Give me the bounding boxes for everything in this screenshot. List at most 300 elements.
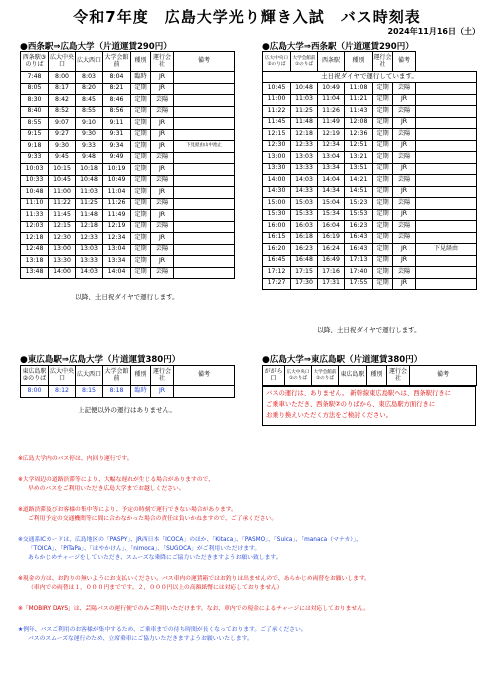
- table-cell: 定期: [131, 83, 151, 95]
- table-cell: [174, 198, 235, 210]
- table-cell: 定期: [131, 164, 151, 176]
- table-cell: 13:03: [76, 244, 103, 256]
- table-cell: 芸陽: [393, 232, 416, 244]
- table-cell: 11:48: [291, 117, 318, 129]
- table-cell: 芸陽: [151, 221, 174, 233]
- table-cell: [416, 278, 477, 290]
- table-cell: 15:30: [263, 209, 291, 221]
- table-cell: JR: [151, 164, 174, 176]
- no-service-notice: バスの運行は、ありません。 新幹線東広島駅へは、西条駅行きに ご乗車いただき、西条駅②のりばから、東広島駅方面行きに お乗り換えいただく方法をご検討ください。: [262, 386, 476, 426]
- table-cell: 11:10: [21, 198, 49, 210]
- table-row: [21, 210, 235, 222]
- table-cell: 芸陽: [393, 152, 416, 164]
- table-cell: 11:26: [103, 198, 131, 210]
- note-line: ご利用予定の交通機関等に間に合わなかった場合の責任は負いかねますので、ご了承ください。: [28, 516, 278, 522]
- table-cell: 8:42: [49, 95, 76, 107]
- column-header: 東広島駅: [339, 366, 367, 386]
- table-cell: 17:31: [318, 278, 345, 290]
- table-cell: 10:48: [291, 83, 318, 95]
- table-cell: 8:17: [49, 83, 76, 95]
- table-cell: [174, 256, 235, 268]
- table-cell: 12:48: [21, 244, 49, 256]
- table-cell: JR: [151, 72, 174, 84]
- table-cell: 8:18: [103, 386, 131, 398]
- table-cell: 14:04: [318, 175, 345, 187]
- table-cell: 13:30: [49, 256, 76, 268]
- table-row: [263, 244, 477, 256]
- table-cell: 9:18: [21, 141, 49, 153]
- table-cell: 定期: [131, 152, 151, 164]
- note-line: 「TOICA」、「PiTaPa」、「はやかけん」、「nimoca」、「SUGOCA」がご利用いただけます。: [28, 546, 261, 552]
- table-cell: 定期: [131, 210, 151, 222]
- table-cell: 10:03: [21, 164, 49, 176]
- table-cell: 定期: [373, 244, 393, 256]
- table-cell: 12:34: [103, 233, 131, 245]
- schedule-date: 2024年11月16日（土）: [387, 27, 480, 36]
- table-cell: [416, 117, 477, 129]
- table-cell: JR: [151, 141, 174, 153]
- weekend-schedule-note: 土日祝ダイヤで運行しています。: [263, 72, 477, 83]
- table-cell: 15:33: [291, 209, 318, 221]
- table-cell: 定期: [131, 95, 151, 107]
- table-row: [263, 221, 477, 233]
- table-cell: 定期: [131, 244, 151, 256]
- note-line: バスのスムーズな運行のため、立席乗車にご協力いただきますようお願いいたします。: [28, 636, 253, 642]
- table-cell: 7:48: [21, 72, 49, 84]
- table-cell: 14:04: [103, 267, 131, 279]
- table-cell: 定期: [373, 163, 393, 175]
- table-cell: JR: [393, 244, 416, 256]
- footer-saijo-to-univ: 以降、土日祝ダイヤで運行します。: [75, 293, 179, 301]
- table-cell: [174, 187, 235, 199]
- table-row: [21, 175, 235, 187]
- table-cell: 8:04: [103, 72, 131, 84]
- table-cell: 定期: [131, 118, 151, 130]
- table-cell: [174, 210, 235, 222]
- column-header: 広大西口: [76, 366, 103, 386]
- table-cell: 9:45: [49, 152, 76, 164]
- table-cell: [416, 255, 477, 267]
- column-header: 備考: [410, 366, 477, 386]
- table-cell: 13:03: [291, 152, 318, 164]
- timetable-univ-to-saijo: [262, 51, 477, 290]
- table-cell: [174, 106, 235, 118]
- table-cell: 16:23: [291, 244, 318, 256]
- table-cell: 12:36: [345, 129, 373, 141]
- table-cell: [174, 267, 235, 279]
- table-cell: 定期: [373, 152, 393, 164]
- table-cell: JR: [151, 210, 174, 222]
- table-row: [263, 198, 477, 210]
- column-header: 東広島駅②のりば: [21, 366, 49, 386]
- column-header: 運行会社: [151, 366, 174, 386]
- table-cell: JR: [393, 94, 416, 106]
- table-cell: 14:03: [76, 267, 103, 279]
- table-cell: [416, 140, 477, 152]
- table-row: [263, 106, 477, 118]
- column-header: 大学会館前①のりば: [312, 366, 339, 386]
- table-cell: 芸陽: [393, 175, 416, 187]
- table-cell: [174, 164, 235, 176]
- table-cell: 16:23: [345, 221, 373, 233]
- section-title-saijo-to-univ: ●西条駅⇒広島大学（片道運賃290円）: [20, 42, 172, 52]
- table-cell: 定期: [131, 221, 151, 233]
- table-cell: 定期: [131, 267, 151, 279]
- table-cell: [174, 83, 235, 95]
- table-row: [263, 255, 477, 267]
- note-item: [18, 455, 478, 464]
- table-cell: JR: [393, 278, 416, 290]
- table-row: [21, 256, 235, 268]
- table-cell: [416, 94, 477, 106]
- table-cell: JR: [151, 83, 174, 95]
- table-cell: 8:56: [103, 106, 131, 118]
- table-cell: [416, 106, 477, 118]
- table-cell: 14:00: [49, 267, 76, 279]
- table-cell: 9:15: [21, 129, 49, 141]
- table-cell: JR: [151, 118, 174, 130]
- table-cell: 11:08: [345, 83, 373, 95]
- table-cell: JR: [151, 386, 174, 398]
- table-cell: 11:00: [263, 94, 291, 106]
- table-cell: 8:52: [49, 106, 76, 118]
- table-cell: 9:30: [76, 129, 103, 141]
- note-line: ※大学周辺の道路渋滞等により、大幅な遅れが生じる場合がありますので、: [18, 477, 215, 483]
- table-cell: [416, 198, 477, 210]
- table-cell: 16:48: [291, 255, 318, 267]
- table-cell: 10:45: [49, 175, 76, 187]
- table-cell: 芸陽: [151, 244, 174, 256]
- table-cell: [174, 129, 235, 141]
- table-cell: 9:07: [49, 118, 76, 130]
- table-cell: [174, 221, 235, 233]
- table-row: [21, 95, 235, 107]
- table-cell: 16:03: [291, 221, 318, 233]
- table-cell: 14:00: [263, 175, 291, 187]
- table-cell: 12:19: [318, 129, 345, 141]
- table-cell: 芸陽: [393, 106, 416, 118]
- table-cell: JR: [151, 187, 174, 199]
- column-header: 広大中央口: [49, 52, 76, 72]
- table-row: [21, 141, 235, 153]
- table-cell: 13:00: [49, 244, 76, 256]
- table-cell: 13:30: [263, 163, 291, 175]
- table-cell: 11:45: [49, 210, 76, 222]
- table-cell: [416, 221, 477, 233]
- table-cell: 16:15: [263, 232, 291, 244]
- column-header: 広大中央口: [49, 366, 76, 386]
- table-cell: 12:30: [263, 140, 291, 152]
- table-cell: 9:30: [49, 141, 76, 153]
- note-line: ※現金の方は、お釣りの無いようにお支払いください。バス車内の運賃箱ではお釣りは出ませんので、あらかじめ両替をお願いします。: [18, 576, 371, 582]
- table-cell: 9:10: [76, 118, 103, 130]
- note-item: [18, 476, 478, 494]
- table-cell: [174, 244, 235, 256]
- table-cell: 16:43: [345, 244, 373, 256]
- table-cell: 8:05: [21, 83, 49, 95]
- note-line: 早めのバスをご利用いただき広島大学までお越しください。: [28, 486, 185, 492]
- table-cell: 8:30: [21, 95, 49, 107]
- table-cell: 14:34: [318, 186, 345, 198]
- table-cell: 13:34: [318, 163, 345, 175]
- table-cell: 17:12: [263, 267, 291, 279]
- table-row: [21, 187, 235, 199]
- table-cell: 12:08: [345, 117, 373, 129]
- table-cell: 8:46: [103, 95, 131, 107]
- column-header: 西条駅③のりば: [21, 52, 49, 72]
- table-cell: JR: [393, 186, 416, 198]
- table-cell: [174, 386, 235, 398]
- table-row: [21, 83, 235, 95]
- table-cell: 10:45: [263, 83, 291, 95]
- table-cell: 10:48: [21, 187, 49, 199]
- column-header: 備考: [174, 366, 235, 386]
- table-cell: 12:18: [76, 221, 103, 233]
- table-row: [263, 267, 477, 279]
- table-cell: 11:00: [49, 187, 76, 199]
- table-cell: [416, 152, 477, 164]
- table-cell: 10:49: [103, 175, 131, 187]
- table-cell: 8:55: [21, 118, 49, 130]
- table-cell: 定期: [131, 233, 151, 245]
- column-header: 西条駅: [318, 52, 345, 72]
- table-cell: 12:34: [318, 140, 345, 152]
- table-cell: 11:22: [49, 198, 76, 210]
- table-cell: 15:00: [263, 198, 291, 210]
- table-cell: 9:48: [76, 152, 103, 164]
- column-header: 広大中央口①のりば: [285, 366, 312, 386]
- table-cell: 14:30: [263, 186, 291, 198]
- table-cell: 13:00: [263, 152, 291, 164]
- column-header: 大学会館前: [103, 366, 131, 386]
- note-item: [18, 506, 478, 524]
- table-cell: 芸陽: [151, 267, 174, 279]
- table-cell: 15:03: [291, 198, 318, 210]
- table-row: [263, 186, 477, 198]
- table-cell: 定期: [373, 83, 393, 95]
- table-cell: 13:21: [345, 152, 373, 164]
- table-cell: 11:04: [103, 187, 131, 199]
- table-row: [21, 106, 235, 118]
- table-cell: 臨時: [131, 72, 151, 84]
- table-cell: JR: [393, 117, 416, 129]
- table-cell: 定期: [373, 198, 393, 210]
- table-row: [21, 164, 235, 176]
- section-title-univ-to-saijo: ●広島大学⇒西条駅（片道運賃290円）: [262, 42, 414, 52]
- column-header: 種別: [345, 52, 373, 72]
- table-cell: 8:55: [76, 106, 103, 118]
- table-row: [21, 221, 235, 233]
- table-cell: 12:30: [49, 233, 76, 245]
- table-cell: [416, 232, 477, 244]
- table-cell: 12:18: [21, 233, 49, 245]
- column-header: 広大中央口②のりば: [263, 52, 291, 72]
- table-cell: 14:51: [345, 186, 373, 198]
- table-cell: [416, 267, 477, 279]
- table-cell: 13:48: [21, 267, 49, 279]
- timetable-higashihiroshima-to-univ: [20, 365, 235, 398]
- note-line: ★例年、バスご利用のお客様が集中するため、ご乗車までの待ち時間が長くなっております。ご了承ください。: [18, 627, 307, 633]
- table-row: [21, 152, 235, 164]
- table-cell: 12:33: [291, 140, 318, 152]
- column-header: 備考: [174, 52, 235, 72]
- table-cell: [174, 152, 235, 164]
- table-cell: 17:13: [345, 255, 373, 267]
- table-cell: 定期: [131, 141, 151, 153]
- table-cell: 芸陽: [151, 106, 174, 118]
- column-header: 広大西口: [76, 52, 103, 72]
- table-cell: 10:48: [76, 175, 103, 187]
- table-cell: 定期: [373, 186, 393, 198]
- table-cell: 10:49: [318, 83, 345, 95]
- column-header: 運行会社: [151, 52, 174, 72]
- table-cell: 定期: [373, 255, 393, 267]
- table-cell: 9:31: [103, 129, 131, 141]
- table-cell: 15:34: [318, 209, 345, 221]
- table-row: [21, 386, 235, 398]
- table-cell: [174, 233, 235, 245]
- table-cell: 定期: [373, 106, 393, 118]
- table-row: [263, 175, 477, 187]
- note-line: ※広島大学内のバス停は、内回り運行です。: [18, 456, 133, 462]
- column-header: 大学会館前: [103, 52, 131, 72]
- column-header: 種別: [367, 366, 387, 386]
- table-cell: JR: [393, 163, 416, 175]
- table-cell: [174, 175, 235, 187]
- table-cell: 13:33: [291, 163, 318, 175]
- table-cell: 13:34: [103, 256, 131, 268]
- table-cell: 9:33: [21, 152, 49, 164]
- table-cell: 11:49: [318, 117, 345, 129]
- table-cell: 芸陽: [151, 198, 174, 210]
- table-cell: 16:00: [263, 221, 291, 233]
- table-cell: 芸陽: [393, 198, 416, 210]
- table-cell: 11:25: [76, 198, 103, 210]
- table-cell: 11:43: [345, 106, 373, 118]
- table-cell: 定期: [131, 129, 151, 141]
- table-cell: 10:19: [103, 164, 131, 176]
- table-cell: 定期: [373, 175, 393, 187]
- table-cell: JR: [151, 256, 174, 268]
- table-cell: 12:15: [49, 221, 76, 233]
- table-cell: 13:33: [76, 256, 103, 268]
- table-cell: 12:51: [345, 140, 373, 152]
- note-line: あらかじめチャージをしていただき、スムーズな乗降にご協力いただきますようお願い致します。: [28, 555, 282, 561]
- table-cell: 12:18: [291, 129, 318, 141]
- table-row: [263, 232, 477, 244]
- note-item: [18, 536, 478, 563]
- table-row: [21, 118, 235, 130]
- table-cell: 11:04: [318, 94, 345, 106]
- table-cell: 9:49: [103, 152, 131, 164]
- table-row: [263, 140, 477, 152]
- table-cell: 10:18: [76, 164, 103, 176]
- table-cell: 定期: [131, 175, 151, 187]
- table-cell: 定期: [373, 129, 393, 141]
- table-cell: 11:45: [263, 117, 291, 129]
- notes-section: [18, 455, 478, 656]
- column-header: 大学会館前①のりば: [291, 52, 318, 72]
- table-cell: 11:48: [76, 210, 103, 222]
- table-cell: 8:21: [103, 83, 131, 95]
- table-cell: 10:33: [21, 175, 49, 187]
- column-header: 運行会社: [373, 52, 393, 72]
- table-cell: 定期: [373, 140, 393, 152]
- table-cell: 11:49: [103, 210, 131, 222]
- table-cell: 9:33: [76, 141, 103, 153]
- table-cell: 14:03: [291, 175, 318, 187]
- table-cell: 13:18: [21, 256, 49, 268]
- table-cell: [416, 129, 477, 141]
- table-cell: 17:30: [291, 278, 318, 290]
- section-title-univ-to-higashihiroshima: ●広島大学⇒東広島駅（片道運賃380円）: [262, 355, 423, 365]
- table-cell: 定期: [373, 209, 393, 221]
- table-cell: 11:26: [318, 106, 345, 118]
- table-cell: 定期: [373, 267, 393, 279]
- table-cell: 芸陽: [151, 95, 174, 107]
- table-cell: 8:15: [76, 386, 103, 398]
- column-header: 種別: [131, 52, 151, 72]
- table-cell: [174, 72, 235, 84]
- table-cell: 芸陽: [393, 267, 416, 279]
- table-cell: 12:15: [263, 129, 291, 141]
- table-cell: [174, 118, 235, 130]
- table-cell: 8:00: [21, 386, 49, 398]
- table-cell: 14:33: [291, 186, 318, 198]
- table-cell: JR: [151, 129, 174, 141]
- table-cell: JR: [393, 140, 416, 152]
- table-cell: 8:00: [49, 72, 76, 84]
- table-row: [263, 94, 477, 106]
- table-cell: [416, 186, 477, 198]
- table-row: [21, 233, 235, 245]
- table-cell: 10:15: [49, 164, 76, 176]
- table-cell: JR: [393, 255, 416, 267]
- table-cell: [174, 95, 235, 107]
- table-cell: 9:27: [49, 129, 76, 141]
- table-cell: 16:45: [263, 255, 291, 267]
- table-cell: 下見経由山中池止: [174, 141, 235, 153]
- note-line: ※「MOBIRY DAYS」は、芸陽バスの運行便でのみご利用いただけます。なお、車内での現金によるチャージには対応しておりません。: [18, 606, 370, 612]
- table-cell: 8:40: [21, 106, 49, 118]
- page-title: 令和7年度 広島大学光り輝き入試 バス時刻表: [73, 8, 421, 26]
- table-cell: 16:24: [318, 244, 345, 256]
- note-line: （車内での両替は１，０００円までです。２，０００円以上の高額紙幣には対応しておりません）: [28, 585, 283, 591]
- table-cell: [416, 209, 477, 221]
- table-cell: 定期: [373, 278, 393, 290]
- table-cell: 9:34: [103, 141, 131, 153]
- table-cell: 定期: [131, 256, 151, 268]
- table-cell: 16:43: [345, 232, 373, 244]
- table-cell: 8:45: [76, 95, 103, 107]
- table-cell: [416, 83, 477, 95]
- table-cell: 17:16: [318, 267, 345, 279]
- table-cell: 芸陽: [151, 152, 174, 164]
- table-cell: 14:21: [345, 175, 373, 187]
- table-cell: 15:04: [318, 198, 345, 210]
- table-cell: 定期: [373, 232, 393, 244]
- footer-univ-to-saijo: 以降、土日祝ダイヤで運行します。: [317, 326, 421, 334]
- table-row: [263, 152, 477, 164]
- table-cell: 11:03: [291, 94, 318, 106]
- table-cell: 17:55: [345, 278, 373, 290]
- table-cell: 12:33: [76, 233, 103, 245]
- table-cell: 8:20: [76, 83, 103, 95]
- table-cell: 8:03: [76, 72, 103, 84]
- section-title-higashihiroshima-to-univ: ●東広島駅⇒広島大学（片道運賃380円）: [20, 355, 181, 365]
- table-cell: [416, 175, 477, 187]
- table-cell: 16:19: [318, 232, 345, 244]
